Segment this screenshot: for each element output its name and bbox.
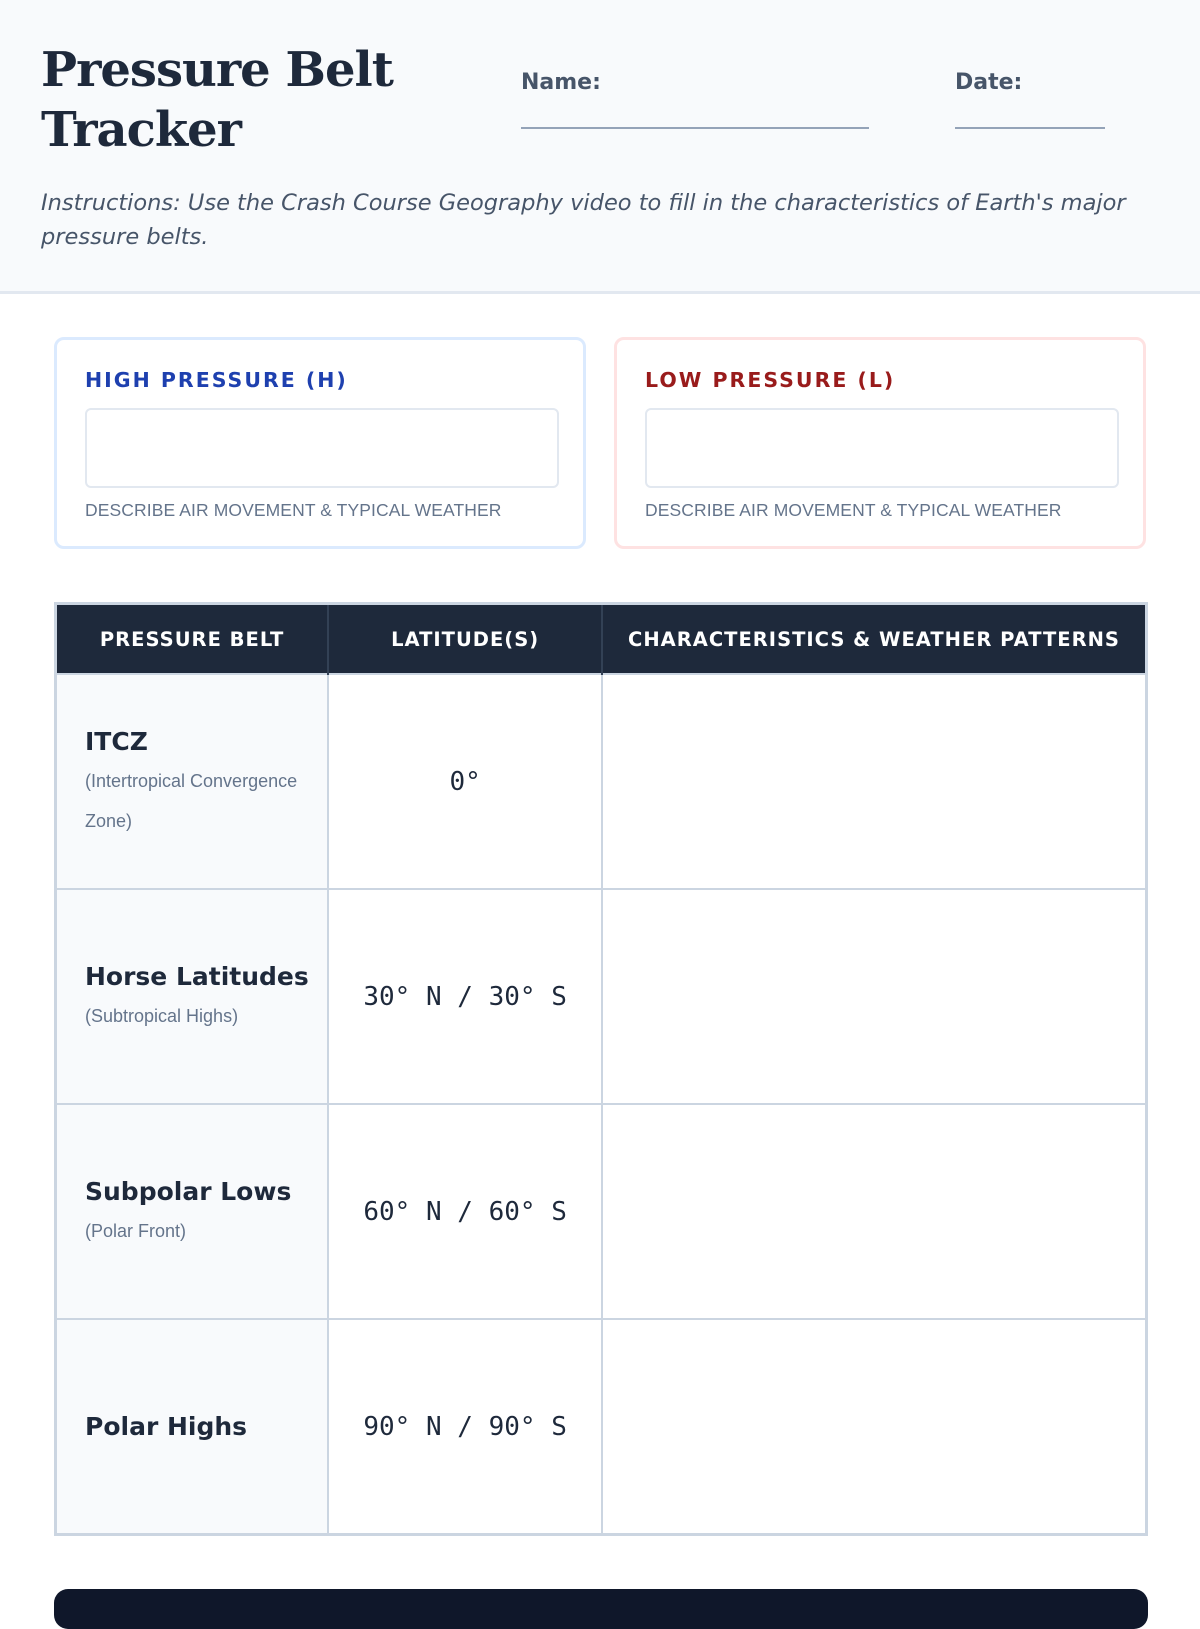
high-pressure-hint: DESCRIBE AIR MOVEMENT & TYPICAL WEATHER xyxy=(85,500,502,520)
characteristics-cell[interactable] xyxy=(602,674,1147,889)
pressure-belt-table xyxy=(54,602,1148,1536)
belt-cell xyxy=(56,889,329,1104)
belt-cell xyxy=(56,674,329,889)
belt-subtitle: (Polar Front) xyxy=(85,1220,187,1241)
date-label: Date: xyxy=(955,70,1023,95)
high-pressure-answer-input[interactable] xyxy=(85,408,559,488)
high-pressure-title: HIGH PRESSURE (H) xyxy=(85,368,348,392)
belt-name: Polar Highs xyxy=(85,1411,248,1441)
belt-cell xyxy=(56,1319,329,1535)
instructions-text: Instructions: Use the Crash Course Geography video to fill in the characteristics of Earth's major pressure belts. xyxy=(41,190,1126,250)
page-title: Pressure Belt Tracker xyxy=(41,42,393,158)
table-row xyxy=(56,889,1147,1104)
low-pressure-answer-input[interactable] xyxy=(645,408,1119,488)
belt-name: Subpolar Lows xyxy=(85,1176,292,1206)
latitude-cell: 30° N / 30° S xyxy=(328,889,602,1104)
footer-bar xyxy=(54,1589,1148,1629)
latitude-cell: 60° N / 60° S xyxy=(328,1104,602,1319)
belt-name: ITCZ xyxy=(85,726,148,756)
table-header-row xyxy=(56,604,1147,675)
belt-name: Horse Latitudes xyxy=(85,961,309,991)
name-field[interactable] xyxy=(521,127,869,129)
column-header-latitude: LATITUDE(S) xyxy=(328,604,602,675)
table-row xyxy=(56,1319,1147,1535)
date-field[interactable] xyxy=(955,127,1105,129)
worksheet-header xyxy=(0,0,1200,294)
latitude-cell: 90° N / 90° S xyxy=(328,1319,602,1535)
table-row xyxy=(56,1104,1147,1319)
high-pressure-card xyxy=(54,337,586,549)
low-pressure-hint: DESCRIBE AIR MOVEMENT & TYPICAL WEATHER xyxy=(645,500,1062,520)
table-row xyxy=(56,674,1147,889)
low-pressure-card xyxy=(614,337,1146,549)
low-pressure-title: LOW PRESSURE (L) xyxy=(645,368,896,392)
latitude-cell: 0° xyxy=(328,674,602,889)
belt-subtitle: (Subtropical Highs) xyxy=(85,1005,239,1026)
characteristics-cell[interactable] xyxy=(602,1104,1147,1319)
name-label: Name: xyxy=(521,70,601,95)
characteristics-cell[interactable] xyxy=(602,889,1147,1104)
characteristics-cell[interactable] xyxy=(602,1319,1147,1535)
belt-subtitle: (Intertropical Convergence Zone) xyxy=(85,770,298,831)
column-header-characteristics: CHARACTERISTICS & WEATHER PATTERNS xyxy=(602,604,1147,675)
belt-cell xyxy=(56,1104,329,1319)
column-header-belt: PRESSURE BELT xyxy=(56,604,329,675)
